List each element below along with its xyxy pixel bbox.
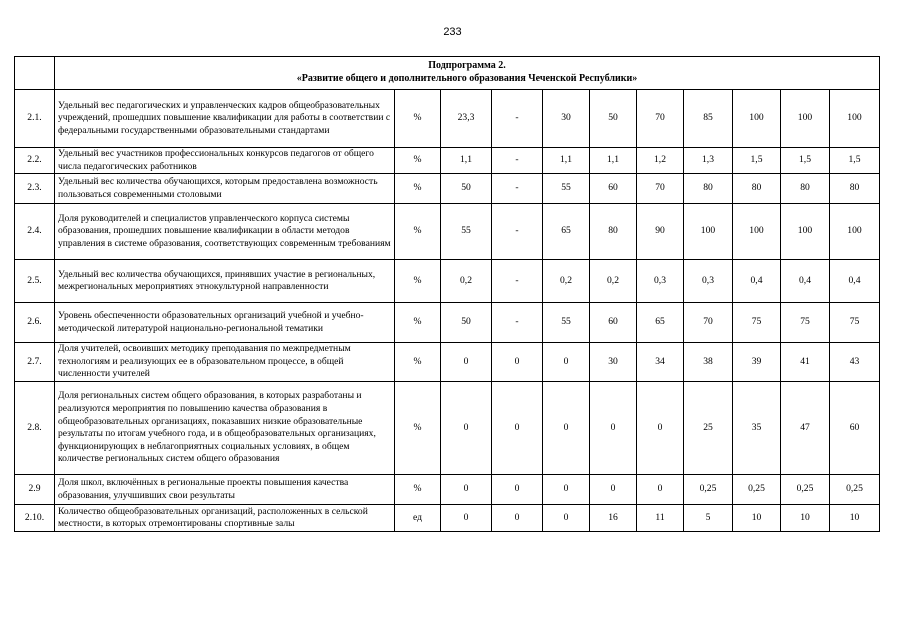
value-cell: 43 bbox=[830, 343, 880, 382]
value-cell: - bbox=[492, 148, 543, 174]
value-cell: 47 bbox=[781, 382, 830, 475]
value-cell: 0,2 bbox=[590, 260, 637, 303]
table-row bbox=[15, 90, 880, 148]
unit-cell: % bbox=[395, 303, 441, 343]
value-cell: - bbox=[492, 260, 543, 303]
value-cell: 0 bbox=[590, 382, 637, 475]
row-number: 2.7. bbox=[15, 343, 55, 382]
value-cell: 0 bbox=[492, 343, 543, 382]
value-cell: 25 bbox=[684, 382, 733, 475]
value-cell: 35 bbox=[733, 382, 781, 475]
value-cell: 10 bbox=[781, 505, 830, 532]
unit-cell: % bbox=[395, 260, 441, 303]
value-cell: 0,3 bbox=[637, 260, 684, 303]
indicator-description: Доля учителей, освоивших методику преподавания по межпредметным технологиям и реализующих ее в образовательном процессе, в общей численности учителей bbox=[55, 343, 395, 382]
value-cell: 55 bbox=[543, 174, 590, 204]
unit-cell: % bbox=[395, 148, 441, 174]
value-cell: 10 bbox=[733, 505, 781, 532]
subprogram-title: Подпрограмма 2. bbox=[428, 60, 506, 72]
value-cell: 80 bbox=[684, 174, 733, 204]
value-cell: 0,4 bbox=[781, 260, 830, 303]
value-cell: 0,3 bbox=[684, 260, 733, 303]
value-cell: 60 bbox=[830, 382, 880, 475]
value-cell: 80 bbox=[733, 174, 781, 204]
table-row bbox=[15, 204, 880, 260]
value-cell: 10 bbox=[830, 505, 880, 532]
value-cell: 0 bbox=[441, 475, 492, 505]
value-cell: 80 bbox=[781, 174, 830, 204]
value-cell: 65 bbox=[637, 303, 684, 343]
row-number: 2.10. bbox=[15, 505, 55, 532]
subprogram-heading bbox=[55, 57, 880, 90]
value-cell: 1,1 bbox=[590, 148, 637, 174]
table-body bbox=[15, 57, 880, 532]
value-cell: 11 bbox=[637, 505, 684, 532]
value-cell: 0 bbox=[543, 343, 590, 382]
subprogram-name: «Развитие общего и дополнительного образования Чеченской Республики» bbox=[296, 73, 638, 84]
value-cell: 1,5 bbox=[733, 148, 781, 174]
value-cell: 50 bbox=[590, 90, 637, 148]
indicator-description: Удельный вес участников профессиональных конкурсов педагогов от общего числа педагогических работников bbox=[55, 148, 395, 174]
row-number: 2.1. bbox=[15, 90, 55, 148]
unit-cell: % bbox=[395, 382, 441, 475]
unit-cell: % bbox=[395, 90, 441, 148]
value-cell: 65 bbox=[543, 204, 590, 260]
value-cell: 0 bbox=[590, 475, 637, 505]
value-cell: 0 bbox=[441, 343, 492, 382]
value-cell: 80 bbox=[830, 174, 880, 204]
indicator-description: Доля руководителей и специалистов управленческого корпуса системы образования, прошедших повышение квалификации в области методов управления в системе образования, соответствующих современным требованиям bbox=[55, 204, 395, 260]
value-cell: 55 bbox=[543, 303, 590, 343]
value-cell: 1,1 bbox=[543, 148, 590, 174]
value-cell: 55 bbox=[441, 204, 492, 260]
value-cell: 1,3 bbox=[684, 148, 733, 174]
value-cell: 30 bbox=[590, 343, 637, 382]
value-cell: 23,3 bbox=[441, 90, 492, 148]
value-cell: 0,4 bbox=[830, 260, 880, 303]
value-cell: 0,25 bbox=[733, 475, 781, 505]
value-cell: 100 bbox=[733, 204, 781, 260]
value-cell: 100 bbox=[733, 90, 781, 148]
value-cell: 38 bbox=[684, 343, 733, 382]
subprogram-heading-row bbox=[15, 57, 880, 90]
value-cell: 0 bbox=[492, 382, 543, 475]
value-cell: - bbox=[492, 204, 543, 260]
value-cell: 0,4 bbox=[733, 260, 781, 303]
row-number: 2.4. bbox=[15, 204, 55, 260]
indicator-description: Удельный вес количества обучающихся, принявших участие в региональных, межрегиональных мероприятиях этнокультурной направленности bbox=[55, 260, 395, 303]
unit-cell: % bbox=[395, 174, 441, 204]
unit-cell: ед bbox=[395, 505, 441, 532]
value-cell: 100 bbox=[781, 204, 830, 260]
value-cell: - bbox=[492, 90, 543, 148]
unit-cell: % bbox=[395, 204, 441, 260]
value-cell: 100 bbox=[830, 204, 880, 260]
indicator-description: Количество общеобразовательных организаций, расположенных в сельской местности, в которых отремонтированы спортивные залы bbox=[55, 505, 395, 532]
value-cell: 0 bbox=[543, 475, 590, 505]
value-cell: 0 bbox=[637, 382, 684, 475]
value-cell: 70 bbox=[637, 90, 684, 148]
value-cell: 70 bbox=[684, 303, 733, 343]
value-cell: 39 bbox=[733, 343, 781, 382]
value-cell: 0 bbox=[441, 382, 492, 475]
table-row bbox=[15, 148, 880, 174]
value-cell: 75 bbox=[733, 303, 781, 343]
value-cell: 50 bbox=[441, 303, 492, 343]
indicator-description: Уровень обеспеченности образовательных организаций учебной и учебно-методической литературой национально-региональной тематики bbox=[55, 303, 395, 343]
value-cell: 0,2 bbox=[441, 260, 492, 303]
heading-num-cell bbox=[15, 57, 55, 90]
row-number: 2.2. bbox=[15, 148, 55, 174]
value-cell: 5 bbox=[684, 505, 733, 532]
row-number: 2.8. bbox=[15, 382, 55, 475]
value-cell: 0 bbox=[543, 505, 590, 532]
table-row bbox=[15, 382, 880, 475]
value-cell: - bbox=[492, 174, 543, 204]
value-cell: 0 bbox=[492, 505, 543, 532]
value-cell: 0,2 bbox=[543, 260, 590, 303]
value-cell: 0,25 bbox=[684, 475, 733, 505]
value-cell: 100 bbox=[684, 204, 733, 260]
unit-cell: % bbox=[395, 475, 441, 505]
row-number: 2.5. bbox=[15, 260, 55, 303]
value-cell: 100 bbox=[830, 90, 880, 148]
row-number: 2.9 bbox=[15, 475, 55, 505]
value-cell: 85 bbox=[684, 90, 733, 148]
value-cell: 75 bbox=[781, 303, 830, 343]
value-cell: 1,1 bbox=[441, 148, 492, 174]
table-row bbox=[15, 303, 880, 343]
value-cell: 80 bbox=[590, 204, 637, 260]
value-cell: 75 bbox=[830, 303, 880, 343]
value-cell: 0 bbox=[543, 382, 590, 475]
unit-cell: % bbox=[395, 343, 441, 382]
row-number: 2.6. bbox=[15, 303, 55, 343]
indicator-description: Удельный вес педагогических и управленческих кадров общеобразовательных учреждений, прошедших повышение квалификации для работы в соответствии с федеральными государственными образовательными стандартами bbox=[55, 90, 395, 148]
value-cell: 30 bbox=[543, 90, 590, 148]
indicator-description: Доля школ, включённых в региональные проекты повышения качества образования, улучшивших свои результаты bbox=[55, 475, 395, 505]
table-row bbox=[15, 343, 880, 382]
table-row bbox=[15, 174, 880, 204]
value-cell: 34 bbox=[637, 343, 684, 382]
value-cell: 50 bbox=[441, 174, 492, 204]
value-cell: 0,25 bbox=[830, 475, 880, 505]
value-cell: 60 bbox=[590, 303, 637, 343]
value-cell: 0 bbox=[637, 475, 684, 505]
value-cell: 70 bbox=[637, 174, 684, 204]
indicators-table bbox=[14, 56, 880, 532]
table-row bbox=[15, 505, 880, 532]
value-cell: 1,5 bbox=[781, 148, 830, 174]
value-cell: - bbox=[492, 303, 543, 343]
value-cell: 90 bbox=[637, 204, 684, 260]
indicator-description: Доля региональных систем общего образования, в которых разработаны и реализуются мероприятия по повышению качества образования в общеобразовательных организациях, показавших низкие образовательные результаты по итогам учебного года, и в общеобразовательных организациях, функционирующих в неблагоприятных социальных условиях, в общем количестве региональных систем общего образования bbox=[55, 382, 395, 475]
value-cell: 1,2 bbox=[637, 148, 684, 174]
value-cell: 0,25 bbox=[781, 475, 830, 505]
value-cell: 16 bbox=[590, 505, 637, 532]
value-cell: 60 bbox=[590, 174, 637, 204]
page-number: 233 bbox=[443, 26, 462, 38]
value-cell: 0 bbox=[441, 505, 492, 532]
value-cell: 41 bbox=[781, 343, 830, 382]
row-number: 2.3. bbox=[15, 174, 55, 204]
table-row bbox=[15, 260, 880, 303]
value-cell: 1,5 bbox=[830, 148, 880, 174]
value-cell: 100 bbox=[781, 90, 830, 148]
table-row bbox=[15, 475, 880, 505]
value-cell: 0 bbox=[492, 475, 543, 505]
indicator-description: Удельный вес количества обучающихся, которым предоставлена возможность пользоваться современными столовыми bbox=[55, 174, 395, 204]
